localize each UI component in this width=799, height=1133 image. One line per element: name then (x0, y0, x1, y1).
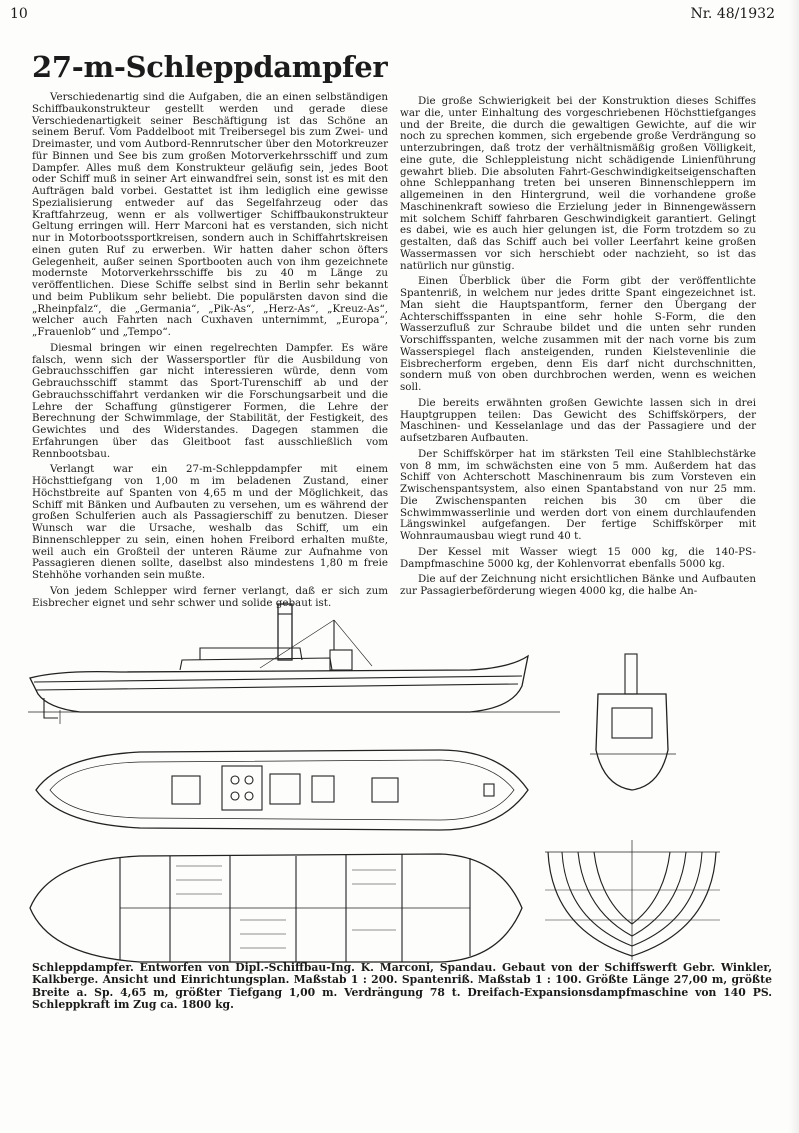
paragraph: Diesmal bringen wir einen regelrechten Dampfer. Es wäre falsch, wenn sich der Wassersportler für die Ausbildung von Gebrauchsschiffen gar nicht interessieren würde, denn vom Gebrauchsschiff stammt das Sport-Turenschiff ab und der Gebrauchsschiffahrt verdanken wir die Forschungsarbeit und die Lehre der Schaffung günstigerer Formen, die Lehre der Berechnung der Schwimmlage, der Stabilität, der Festigkeit, des Gewichtes und des Widerstandes. Dagegen stammen die Erfahrungen über das Gleitboot fast ausschließlich vom Rennbootsbau. (32, 341, 388, 460)
article-column-right (400, 96, 756, 602)
article-column-left (32, 92, 388, 613)
interior-plan-drawing (30, 854, 522, 962)
page-edge-shadow (789, 0, 799, 1133)
ship-drawing-svg (0, 590, 799, 970)
paragraph: Der Schiffskörper hat im stärksten Teil eine Stahlblechstärke von 8 mm, im schwächsten eine von 5 mm. Außerdem hat das Schiff von Achterschott Maschinenraum bis zum Vorsteven ein Zwischenspantsystem, also einen Spantabstand von nur 25 mm. Die Zwischenspanten reichen bis 30 cm über die Schwimmwasserlinie und werden dort von einem durchlaufenden Längswinkel aufgefangen. Der fertige Schiffskörper mit Wohnraumausbau wiegt rund 40 t. (400, 447, 756, 542)
paragraph: Von jedem Schlepper wird ferner verlangt, daß er sich zum Eisbrecher eignet und sehr schwer und solide gebaut ist. (32, 584, 388, 609)
paragraph: Die bereits erwähnten großen Gewichte lassen sich in drei Hauptgruppen teilen: Das Gewicht des Schiffskörpers, der Maschinen- und Kesselanlage und das der Passagiere und der aufsetzbaren Aufbauten. (400, 396, 756, 444)
issue-number: Nr. 48/1932 (690, 6, 775, 22)
cross-section-drawing (590, 654, 676, 790)
paragraph: Verlangt war ein 27-m-Schleppdampfer mit einem Höchsttiefgang von 1,00 m im beladenen Zustand, einer Höchstbreite auf Spanten von 4,65 m und der Möglichkeit, das Schiff mit Bänken und Aufbauten zu versehen, um es während der großen Schulferien auch als Passagierschiff zu benutzen. Dieser Wunsch war die Ursache, weshalb das Schiff, um ein Binnenschlepper zu sein, einen hohen Freibord erhalten mußte, weil auch ein Großteil der unteren Räume zur Aufnahme von Passagieren dienen sollte, daselbst also mindestens 1,80 m freie Stehhöhe vorhanden sein mußte. (32, 463, 388, 581)
paragraph: Die große Schwierigkeit bei der Konstruktion dieses Schiffes war die, unter Einhaltung des vorgeschriebenen Höchsttiefganges und der Breite, die durch die gewaltigen Gewichte, auf die wir noch zu sprechen kommen, sich ergebende große Verdrängung so unterzubringen, daß trotz der verhältnismäßig großen Völligkeit, eine gute, die Schleppleistung nicht schädigende Linienführung gewahrt blieb. Die absoluten Fahrt-Geschwindigkeitseigenschaften ohne Schleppanhang treten bei unseren Binnenschleppern im allgemeinen in den Hintergrund, weil die vorhandene große Maschinenkraft sowieso die Erzielung jeder in Binnengewässern mit solchem Schiff fahrbaren Geschwindigkeit garantiert. Gelingt es dabei, wie es auch hier gelungen ist, die Form trotzdem so zu gestalten, daß das Schiff auch bei voller Leerfahrt keine großen Wassermassen vor sich herschiebt oder nachzieht, so ist das natürlich nur günstig. (400, 95, 756, 272)
side-elevation-drawing (28, 604, 560, 724)
ship-drawings (0, 590, 799, 970)
deck-plan-drawing (36, 750, 528, 830)
paragraph: Die auf der Zeichnung nicht ersichtlichen Bänke und Aufbauten zur Passagierbeförderung wiegen 4000 kg, die halbe An- (400, 573, 756, 597)
paragraph: Verschiedenartig sind die Aufgaben, die an einen selbständigen Schiffbaukonstrukteur gestellt werden und gerade diese Verschiedenartigkeit seiner Beschäftigung ist das Schöne an seinem Beruf. Vom Paddelboot mit Treibersegel bis zum Zwei- und Dreimaster, und vom Autbord-Rennrutscher über den Motorkreuzer für Binnen und See bis zum großen Motorverkehrsschiff und zum Dampfer. Alles muß dem Konstrukteur geläufig sein, jedes Boot oder Schiff muß in seiner Art einwandfrei sein, sonst ist es mit den Aufträgen bald vorbei. Gestattet ist ihm lediglich eine gewisse Spezialisierung entweder auf das Segelfahrzeug oder das Kraftfahrzeug, wenn er als vollwertiger Schiffbaukonstrukteur Geltung erringen will. Herr Marconi hat es verstanden, sich nicht nur in Motorbootssportkreisen, sondern auch in Schiffahrtskreisen einen guten Ruf zu erwerben. Wir hatten daher schon öfters Gelegenheit, außer seinen Sportbooten auch von ihm gezeichnete modernste Motorverkehrsschiffe bis zu 40 m Länge zu veröffentlichen. Diese Schiffe selbst sind in Berlin sehr bekannt und beim Publikum sehr beliebt. Die populärsten davon sind die „Rheinpfalz“, die „Germania“, „Pik-As“, „Herz-As“, „Kreuz-As“, welcher auch Fahrten nach Cuxhaven unternimmt, „Europa“, „Frauenlob“ und „Tempo“. (32, 91, 388, 338)
body-plan-drawing (545, 840, 720, 960)
paragraph: Der Kessel mit Wasser wiegt 15 000 kg, die 140-PS-Dampfmaschine 5000 kg, der Kohlenvorrat ebenfalls 5000 kg. (400, 545, 756, 570)
page-number: 10 (10, 6, 28, 22)
figure-caption: Schleppdampfer. Entworfen von Dipl.-Schiffbau-Ing. K. Marconi, Spandau. Gebaut von der Schiffswerft Gebr. Winkler, Kalkberge. Ansicht und Einrichtungsplan. Maßstab 1 : 200. Spantenriß. Maßstab 1 : 100. Größte Länge 27,00 m, größte Breite a. Sp. 4,65 m, größter Tiefgang 1,00 m. Verdrängung 78 t. Dreifach-Expansionsdampfmaschine von 140 PS. Schleppkraft im Zug ca. 1800 kg. (32, 961, 772, 1012)
paragraph: Einen Überblick über die Form gibt der veröffentlichte Spantenriß, in welchem nur jedes dritte Spant eingezeichnet ist. Man sieht die Hauptspantform, ferner den Übergang der Achterschiffsspanten in eine sehr hohle S-Form, die den Wasserzufluß zur Schraube bildet und die unten sehr runden Vorschiffsspanten, welche zusammen mit der nach vorne bis zum Wasserspiegel flach ansteigenden, runden Kielstevenlinie die Eisbrecherform ergeben, denn Eis darf nicht durchschnitten, sondern muß von oben durchbrochen werden, wenn es weichen soll. (400, 275, 756, 393)
article-title: 27-m-Schleppdampfer (32, 50, 388, 84)
